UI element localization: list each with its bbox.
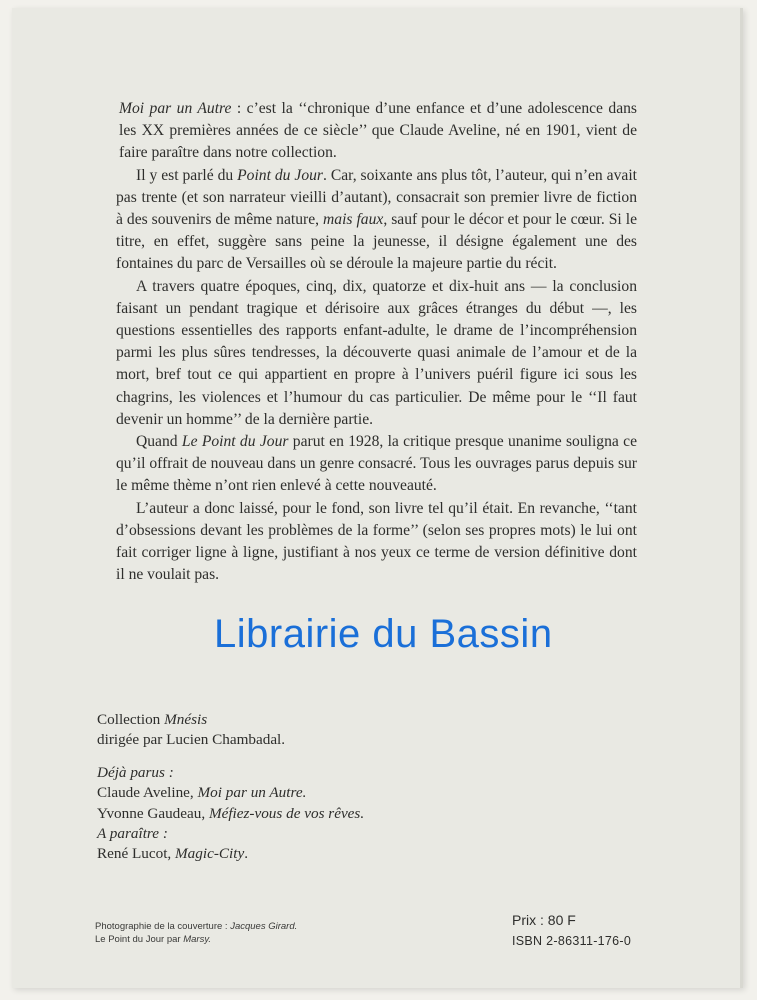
bookseller-watermark: Librairie du Bassin <box>214 612 553 656</box>
a-paraitre-label: A paraître : <box>97 825 168 843</box>
collection-director: dirigée par Lucien Chambadal. <box>97 731 286 749</box>
blurb-text <box>116 98 637 586</box>
collection-name: Collection Mnésis <box>97 711 208 728</box>
book-title: Moi par un Autre <box>119 100 232 117</box>
blurb-paragraph-2: Il y est parlé du Point du Jour. Car, soixante ans plus tôt, l’auteur, qui n’en avait pas trente (et son narrateur vieilli d’autant), consacrait son premier livre de fiction à des souvenirs de même nature, mais faux, sauf pour le décor et pour le cœur. Si le titre, en effet, suggère sans peine la jeunesse, il désigne également une des fontaines du parc de Versailles où se déroule la majeure partie du récit. <box>116 166 637 273</box>
list-item: René Lucot, Magic-City. <box>97 845 248 863</box>
list-item: Claude Aveline, Moi par un Autre. <box>97 784 307 802</box>
blurb-paragraph-1: Moi par un Autre : c’est la ‘‘chronique d’une enfance et d’une adolescence dans les XX premières années de ce siècle’’ que Claude Aveline, né en 1901, vient de faire paraître dans notre collection. <box>119 100 637 162</box>
isbn-label: ISBN 2-86311-176-0 <box>512 934 632 948</box>
price-label: Prix : 80 F <box>512 912 576 928</box>
list-item: Yvonne Gaudeau, Méfiez-vous de vos rêves. <box>97 804 365 822</box>
blurb-paragraph-4: Quand Le Point du Jour parut en 1928, la critique presque unanime souligna ce qu’il offrait de nouveau dans un genre consacré. Tous les ouvrages parus depuis sur le même thème n’ont rien enlevé à cette nouveauté. <box>116 433 637 495</box>
blurb-paragraph-5: L’auteur a donc laissé, pour le fond, son livre tel qu’il était. En revanche, ‘‘tant d’obsessions devant les problèmes de la forme’’ (selon ses propres mots) le lui ont fait corriger ligne à ligne, justifiant à nos yeux ce terme de version définitive dont il ne voulait pas. <box>116 499 637 584</box>
deja-parus-label: Déjà parus : <box>97 763 174 781</box>
photo-credits: Photographie de la couverture : Jacques Girard. Le Point du Jour par Marsy. <box>95 921 298 945</box>
collection-info <box>97 710 364 865</box>
blurb-paragraph-3: A travers quatre époques, cinq, dix, quatorze et dix-huit ans — la conclusion faisant un pendant tragique et dérisoire aux grâces étranges du début —, les questions essentielles des rapports enfant-adulte, le drame de l’incompréhension parmi les plus sûres tendresses, la découverte quasi animale de l’amour et de la mort, bref tout ce qui appartient en propre à l’univers puéril figure ici sous les chagrins, les violences et l’humour du cas particulier. De même pour le ‘‘Il faut devenir un homme’’ de la dernière partie. <box>116 277 637 428</box>
